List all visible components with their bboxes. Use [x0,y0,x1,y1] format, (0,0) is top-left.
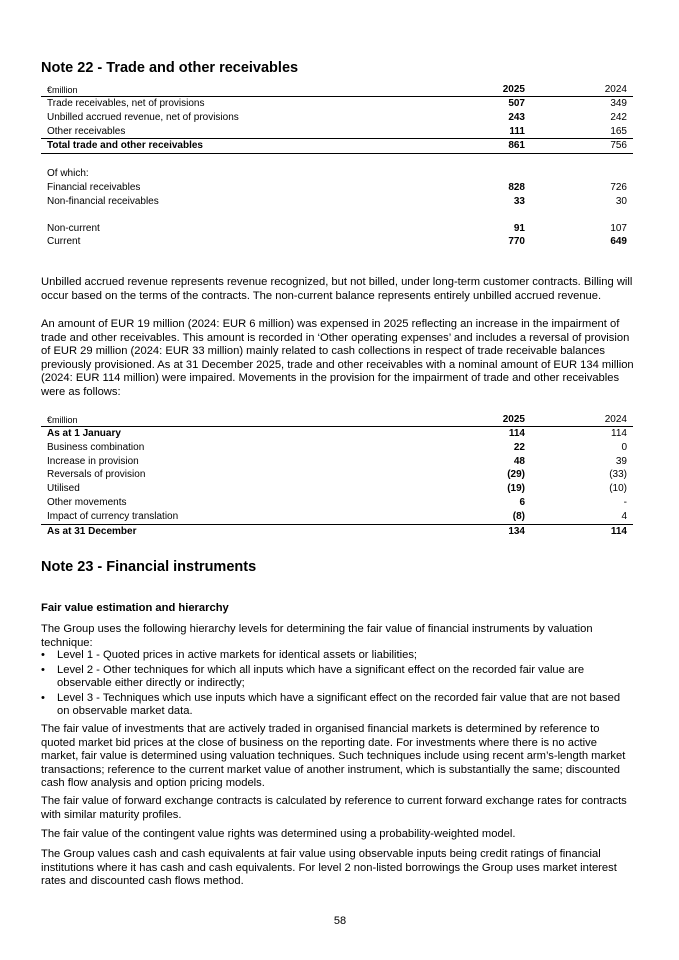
row-label: Non-financial receivables [47,195,159,207]
row-value-2024: (33) [609,469,627,481]
year-2024-header: 2024 [531,84,633,97]
bullet-text: Level 1 - Quoted prices in active markets for identical assets or liabilities; [57,649,418,661]
table-row [41,510,633,524]
row-value-2025: 91 [513,222,525,234]
row-label: Other movements [47,496,127,508]
table-row [41,222,633,236]
row-value-2024: 726 [610,181,627,193]
note23-title: Note 23 - Financial instruments [41,559,257,575]
row-value-2025: 507 [508,98,525,109]
row-value-2024: 165 [610,125,627,137]
investments-paragraph: The fair value of investments that are actively traded in organised financial markets is determined by reference to quoted market bid prices at the close of business on the reporting date. For investments where there is no active market, fair value is determined using valuation techniques. Such techniques include using recent arm’s-length market transactions; reference to the current market value of another instrument, which is substantially the same; discounted cash flow analysis and option pricing models. [41,723,626,790]
fair-value-subtitle: Fair value estimation and hierarchy [41,602,229,614]
row-value-2024: 4 [531,510,633,524]
row-label: Business combination [47,441,145,453]
row-label: As at 31 December [47,525,137,537]
row-value-2025: 111 [509,125,525,137]
row-label: Trade receivables, net of provisions [47,98,205,109]
row-value-2024: 39 [615,455,627,467]
impairment-paragraph: An amount of EUR 19 million (2024: EUR 6 million) was expensed in 2025 reflecting an increase in the impairment of trade and other receivables. This amount is recorded in ‘Other operating expenses’ and includes a reversal of provision of EUR 29 million (2024: EUR 33 million) mainly related to cash collections in respect of trade receivable balances previously provisioned. As at 31 December 2025, trade and other receivables with a nominal amount of EUR 134 million (2024: EUR 114 million) were impaired. Movements in the provision for the impairment of trade and other receivables were as follows: [41,318,634,398]
total-value-2024: 756 [531,139,633,154]
provision-movements-table [41,414,633,538]
bullet-text: Level 2 - Other techniques for which all inputs which have a significant effect on the recorded fair value are observable either directly or indirectly; [57,663,585,690]
row-value-2025: 134 [508,525,525,537]
row-label: Non-current [47,222,100,234]
table-row [41,111,633,125]
row-value-2025: 22 [513,441,525,453]
row-value-2025: 243 [508,111,525,123]
row-value-2025: 33 [513,195,525,207]
of-which-label: Of which: [47,168,89,180]
total-row [41,139,633,154]
row-value-2024: 30 [615,195,627,207]
list-item [41,692,635,719]
unbilled-revenue-paragraph: Unbilled accrued revenue represents revenue recognized, but not billed, under long-term customer contracts. Billing will occur based on the terms of the contracts. The non-current balance represents entirely unbilled accrued revenue. [41,276,633,302]
row-value-2025: 6 [519,496,525,508]
hierarchy-levels-list [41,649,635,720]
row-value-2024: 114 [611,428,627,439]
row-label: Utilised [47,483,80,495]
row-value-2025: 770 [508,236,525,248]
row-value-2025: 828 [508,181,525,193]
note22-title: Note 22 - Trade and other receivables [41,60,299,76]
row-value-2024: 0 [621,441,627,453]
table-row [41,97,633,111]
year-2025-header: 2025 [429,84,531,97]
table-header-row [41,414,633,427]
table-row [41,496,633,510]
unit-label: €million [41,84,429,97]
table-row [41,441,633,455]
cash-equivalents-paragraph: The Group values cash and cash equivalents at fair value using observable inputs being credit ratings of financial institutions where it has cash and cash equivalents. For level 2 non-listed borrowings the Group uses market interest rates and discounted cash flows method. [41,848,617,888]
row-value-2024: 107 [610,222,627,234]
row-value-2024: 114 [610,525,627,537]
row-label: Current [47,236,81,248]
list-item [41,649,635,663]
row-value-2024: 649 [610,236,627,248]
row-value-2025: (29) [507,469,525,481]
unit-label: €million [41,414,429,427]
total-label: Total trade and other receivables [41,139,429,154]
contingent-value-paragraph: The fair value of the contingent value rights was determined using a probability-weighted model. [41,828,516,840]
row-value-2024: (10) [609,483,627,495]
row-label: Impact of currency translation [41,510,429,524]
year-2025-header: 2025 [429,414,531,427]
row-value-2025: (19) [507,483,525,495]
table-row [41,125,633,139]
bullet-text: Level 3 - Techniques which use inputs which have a significant effect on the recorded fair value that are not based on observable market data. [57,691,621,718]
bullet-icon: • [41,691,45,704]
page-number: 58 [333,915,347,927]
row-value-2024: 242 [610,111,627,123]
table-header-row [41,84,633,97]
forward-contracts-paragraph: The fair value of forward exchange contracts is calculated by reference to current forward exchange rates for contracts with similar maturity profiles. [41,795,627,821]
row-value-2025: 48 [513,455,525,467]
table-row [41,181,633,195]
row-label: Reversals of provision [47,469,146,481]
row-label: As at 1 January [47,428,121,439]
table-row [41,235,633,249]
row-label: Unbilled accrued revenue, net of provisions [47,111,239,123]
of-which-row [41,167,633,181]
list-item [41,664,635,691]
receivables-table [41,84,633,249]
row-value-2025: (8) [429,510,531,524]
table-row [41,482,633,496]
row-label: Financial receivables [47,181,141,193]
bullet-icon: • [41,649,45,661]
closing-balance-row [41,524,633,538]
row-value-2025: 114 [508,428,525,439]
table-row [41,468,633,482]
hierarchy-intro: The Group uses the following hierarchy levels for determining the fair value of financial instruments by valuation technique: [41,623,593,649]
row-value-2024: 349 [610,98,627,109]
year-2024-header: 2024 [531,414,633,427]
total-value-2025: 861 [429,139,531,154]
row-label: Other receivables [47,125,126,137]
table-row [41,195,633,209]
opening-balance-row [41,427,633,441]
table-row [41,455,633,469]
bullet-icon: • [41,663,45,676]
row-value-2024: - [623,496,627,508]
row-label: Increase in provision [47,455,139,467]
